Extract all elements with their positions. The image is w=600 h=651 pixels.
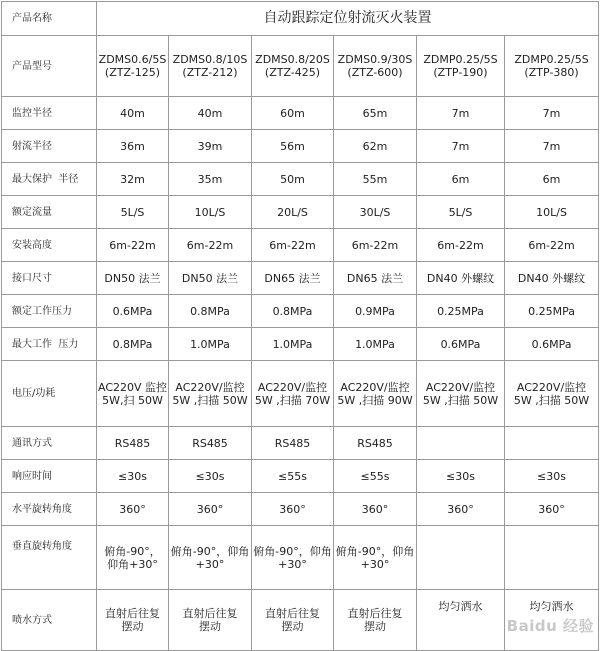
model-cell: ZDMS0.8/20S (ZTZ-425) xyxy=(252,36,334,97)
row-label: 最大保护 半径 xyxy=(2,163,97,196)
table-cell: ≤30s xyxy=(417,460,505,493)
table-cell: DN65 法兰 xyxy=(252,262,334,295)
title-row xyxy=(2,2,599,36)
table-cell: ≤55s xyxy=(334,460,417,493)
table-cell: ≤30s xyxy=(169,460,252,493)
table-cell: 0.6MPa xyxy=(417,328,505,361)
table-cell: 7m xyxy=(417,130,505,163)
table-row xyxy=(2,295,599,328)
table-cell: 360° xyxy=(97,493,169,526)
table-cell: 直射后往复 摆动 xyxy=(97,590,169,651)
table-cell xyxy=(505,427,599,460)
table-cell: 0.8MPa xyxy=(252,295,334,328)
table-cell: 30L/S xyxy=(334,196,417,229)
table-row xyxy=(2,262,599,295)
vertical-row xyxy=(2,526,599,590)
table-row xyxy=(2,427,599,460)
table-cell: 7m xyxy=(417,97,505,130)
product-name: 自动跟踪定位射流灭火装置 xyxy=(97,2,599,36)
table-cell: 360° xyxy=(334,493,417,526)
table-cell: 0.9MPa xyxy=(334,295,417,328)
table-cell: 7m xyxy=(505,130,599,163)
table-row xyxy=(2,229,599,262)
table-cell: 39m xyxy=(169,130,252,163)
table-cell: AC220V/监控 5W ,扫描 50W xyxy=(169,361,252,427)
row-label: 安装高度 xyxy=(2,229,97,262)
product-name-label: 产品名称 xyxy=(2,2,97,36)
table-cell: 55m xyxy=(334,163,417,196)
table-cell: 均匀洒水 xyxy=(417,590,505,651)
table-cell: 俯角-90°， 仰角+30° xyxy=(97,526,169,590)
model-label: 产品型号 xyxy=(2,36,97,97)
table-cell: 0.6MPa xyxy=(505,328,599,361)
table-cell: 0.25MPa xyxy=(417,295,505,328)
table-cell: 32m xyxy=(97,163,169,196)
model-cell: ZDMS0.8/10S (ZTZ-212) xyxy=(169,36,252,97)
table-cell: 直射后往复 摆动 xyxy=(334,590,417,651)
table-cell: DN50 法兰 xyxy=(169,262,252,295)
row-label: 水平旋转角度 xyxy=(2,493,97,526)
table-cell: 直射后往复 摆动 xyxy=(169,590,252,651)
row-label: 喷水方式 xyxy=(2,590,97,651)
baidu-watermark: Baidu 经验 xyxy=(506,617,594,635)
table-cell: 62m xyxy=(334,130,417,163)
table-cell: DN40 外螺纹 xyxy=(417,262,505,295)
model-cell: ZDMP0.25/5S (ZTP-190) xyxy=(417,36,505,97)
table-cell: 0.25MPa xyxy=(505,295,599,328)
row-label: 通讯方式 xyxy=(2,427,97,460)
table-cell xyxy=(505,526,599,590)
table-cell: 0.8MPa xyxy=(97,328,169,361)
table-cell: AC220V/监控 5W ,扫描 50W xyxy=(417,361,505,427)
table-cell: 5L/S xyxy=(417,196,505,229)
table-cell: DN40 外螺纹 xyxy=(505,262,599,295)
table-cell: 6m xyxy=(505,163,599,196)
table-cell: ≤30s xyxy=(505,460,599,493)
row-label: 额定工作压力 xyxy=(2,295,97,328)
row-label: 最大工作 压力 xyxy=(2,328,97,361)
table-cell: 6m-22m xyxy=(505,229,599,262)
model-cell: ZDMS0.6/5S (ZTZ-125) xyxy=(97,36,169,97)
table-cell: 56m xyxy=(252,130,334,163)
table-cell: ≤55s xyxy=(252,460,334,493)
table-cell: 40m xyxy=(97,97,169,130)
table-cell: AC220V 监控 5W,扫 50W xyxy=(97,361,169,427)
table-cell: 40m xyxy=(169,97,252,130)
table-cell: 10L/S xyxy=(169,196,252,229)
model-cell: ZDMP0.25/5S (ZTP-380) xyxy=(505,36,599,97)
table-row xyxy=(2,97,599,130)
table-cell: 1.0MPa xyxy=(334,328,417,361)
table-cell: 50m xyxy=(252,163,334,196)
table-cell: AC220V/监控 5W ,扫描 50W xyxy=(505,361,599,427)
table-row xyxy=(2,493,599,526)
table-cell: 6m-22m xyxy=(252,229,334,262)
row-label: 电压/功耗 xyxy=(2,361,97,427)
table-cell: 360° xyxy=(252,493,334,526)
table-cell: 均匀洒水 xyxy=(505,590,599,651)
table-cell: DN65 法兰 xyxy=(334,262,417,295)
model-row xyxy=(2,36,599,97)
table-cell: 6m xyxy=(417,163,505,196)
row-label: 接口尺寸 xyxy=(2,262,97,295)
table-cell: 36m xyxy=(97,130,169,163)
table-cell: 360° xyxy=(505,493,599,526)
table-cell: 0.8MPa xyxy=(169,295,252,328)
table-cell: 35m xyxy=(169,163,252,196)
spec-table xyxy=(1,1,599,651)
table-cell xyxy=(417,427,505,460)
table-cell: 65m xyxy=(334,97,417,130)
row-label: 额定流量 xyxy=(2,196,97,229)
row-label: 监控半径 xyxy=(2,97,97,130)
table-cell: RS485 xyxy=(334,427,417,460)
table-cell: 1.0MPa xyxy=(252,328,334,361)
table-cell: RS485 xyxy=(97,427,169,460)
table-cell: 10L/S xyxy=(505,196,599,229)
table-cell: 360° xyxy=(169,493,252,526)
table-cell xyxy=(417,526,505,590)
table-row xyxy=(2,130,599,163)
table-cell: 20L/S xyxy=(252,196,334,229)
table-row xyxy=(2,328,599,361)
table-cell: 6m-22m xyxy=(97,229,169,262)
table-cell: 6m-22m xyxy=(417,229,505,262)
row-label: 响应时间 xyxy=(2,460,97,493)
table-cell: 直射后往复 摆动 xyxy=(252,590,334,651)
row-label: 射流半径 xyxy=(2,130,97,163)
table-row xyxy=(2,163,599,196)
table-cell: 5L/S xyxy=(97,196,169,229)
table-cell: 俯角-90°，仰角 +30° xyxy=(334,526,417,590)
table-cell: 俯角-90°，仰角 +30° xyxy=(169,526,252,590)
table-cell: RS485 xyxy=(252,427,334,460)
table-cell: 7m xyxy=(505,97,599,130)
model-cell: ZDMS0.9/30S (ZTZ-600) xyxy=(334,36,417,97)
table-cell: DN50 法兰 xyxy=(97,262,169,295)
power-row xyxy=(2,361,599,427)
table-row xyxy=(2,196,599,229)
table-row xyxy=(2,460,599,493)
table-cell: 俯角-90°，仰角 +30° xyxy=(252,526,334,590)
row-label: 垂直旋转角度 xyxy=(2,526,97,590)
table-cell: 6m-22m xyxy=(169,229,252,262)
table-cell: ≤30s xyxy=(97,460,169,493)
table-cell: AC220V/监控 5W ,扫描 70W xyxy=(252,361,334,427)
table-cell: AC220V/监控 5W ,扫描 90W xyxy=(334,361,417,427)
table-cell: 1.0MPa xyxy=(169,328,252,361)
table-cell: 0.6MPa xyxy=(97,295,169,328)
table-cell: 60m xyxy=(252,97,334,130)
table-cell: 6m-22m xyxy=(334,229,417,262)
table-cell: 360° xyxy=(417,493,505,526)
table-cell: RS485 xyxy=(169,427,252,460)
